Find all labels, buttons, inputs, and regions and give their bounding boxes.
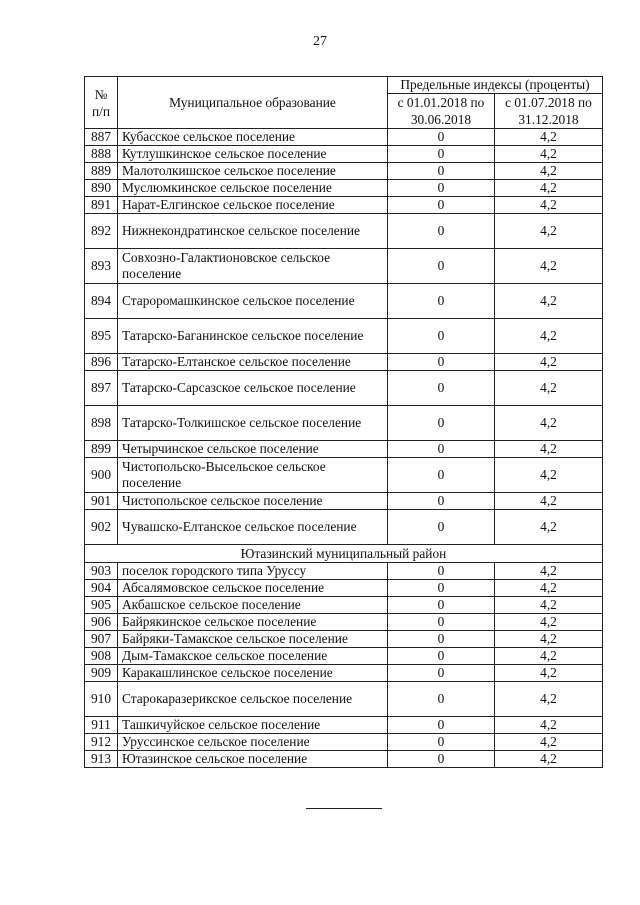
row-municipality: Нижнекондратинское сельское поселение	[118, 214, 388, 249]
row-municipality: поселок городского типа Уруссу	[118, 563, 388, 580]
row-municipality: Старокаразерикское сельское поселение	[118, 682, 388, 717]
row-number: 888	[85, 146, 118, 163]
table-row	[85, 648, 603, 665]
row-index-period-2: 4,2	[495, 648, 603, 665]
row-index-period-2: 4,2	[495, 214, 603, 249]
page-number: 27	[313, 34, 327, 49]
row-index-period-2: 4,2	[495, 354, 603, 371]
header-number: № п/п	[85, 77, 118, 129]
row-municipality: Чистопольское сельское поселение	[118, 493, 388, 510]
row-index-period-1: 0	[388, 493, 495, 510]
table-row	[85, 631, 603, 648]
row-municipality: Каракашлинское сельское поселение	[118, 665, 388, 682]
section-title: Ютазинский муниципальный район	[85, 545, 603, 563]
row-index-period-2: 4,2	[495, 197, 603, 214]
row-index-period-1: 0	[388, 510, 495, 545]
row-municipality: Дым-Тамакское сельское поселение	[118, 648, 388, 665]
table-row	[85, 441, 603, 458]
table-row	[85, 197, 603, 214]
row-index-period-1: 0	[388, 631, 495, 648]
table-row	[85, 129, 603, 146]
row-index-period-2: 4,2	[495, 734, 603, 751]
row-municipality: Байряки-Тамакское сельское поселение	[118, 631, 388, 648]
row-index-period-2: 4,2	[495, 371, 603, 406]
row-index-period-1: 0	[388, 354, 495, 371]
table-row	[85, 510, 603, 545]
table-row	[85, 493, 603, 510]
row-index-period-1: 0	[388, 197, 495, 214]
row-municipality: Татарско-Сарсазское сельское поселение	[118, 371, 388, 406]
table-row	[85, 751, 603, 768]
row-index-period-1: 0	[388, 371, 495, 406]
row-number: 907	[85, 631, 118, 648]
table-row	[85, 665, 603, 682]
row-number: 908	[85, 648, 118, 665]
row-index-period-2: 4,2	[495, 441, 603, 458]
row-municipality: Акбашское сельское поселение	[118, 597, 388, 614]
row-index-period-1: 0	[388, 717, 495, 734]
row-index-period-1: 0	[388, 458, 495, 493]
row-index-period-1: 0	[388, 614, 495, 631]
row-index-period-2: 4,2	[495, 180, 603, 197]
row-index-period-2: 4,2	[495, 717, 603, 734]
row-number: 887	[85, 129, 118, 146]
row-index-period-2: 4,2	[495, 146, 603, 163]
row-municipality: Четырчинское сельское поселение	[118, 441, 388, 458]
row-municipality: Староромашкинское сельское поселение	[118, 284, 388, 319]
table-header	[85, 77, 603, 129]
row-municipality: Уруссинское сельское поселение	[118, 734, 388, 751]
row-index-period-1: 0	[388, 597, 495, 614]
row-index-period-2: 4,2	[495, 597, 603, 614]
footer-divider	[306, 808, 382, 809]
table-row	[85, 180, 603, 197]
row-municipality: Татарско-Баганинское сельское поселение	[118, 319, 388, 354]
table-row	[85, 563, 603, 580]
row-index-period-2: 4,2	[495, 631, 603, 648]
row-municipality: Кутлушкинское сельское поселение	[118, 146, 388, 163]
row-index-period-1: 0	[388, 580, 495, 597]
row-index-period-1: 0	[388, 648, 495, 665]
header-period-2: с 01.07.2018 по 31.12.2018	[495, 94, 603, 129]
row-number: 899	[85, 441, 118, 458]
row-number: 896	[85, 354, 118, 371]
table-row	[85, 319, 603, 354]
table-body	[85, 129, 603, 768]
row-index-period-1: 0	[388, 734, 495, 751]
row-index-period-1: 0	[388, 129, 495, 146]
row-index-period-1: 0	[388, 319, 495, 354]
row-municipality: Татарско-Елтанское сельское поселение	[118, 354, 388, 371]
row-number: 892	[85, 214, 118, 249]
row-municipality: Кубасское сельское поселение	[118, 129, 388, 146]
row-index-period-2: 4,2	[495, 580, 603, 597]
table-row	[85, 354, 603, 371]
row-index-period-2: 4,2	[495, 751, 603, 768]
row-municipality: Чистопольско-Высельское сельское поселение	[118, 458, 388, 493]
row-number: 894	[85, 284, 118, 319]
row-municipality: Абсалямовское сельское поселение	[118, 580, 388, 597]
header-municipality: Муниципальное образование	[118, 77, 388, 129]
row-index-period-2: 4,2	[495, 510, 603, 545]
row-municipality: Татарско-Толкишское сельское поселение	[118, 406, 388, 441]
table-row	[85, 163, 603, 180]
table-row	[85, 734, 603, 751]
row-index-period-1: 0	[388, 284, 495, 319]
row-number: 898	[85, 406, 118, 441]
row-index-period-1: 0	[388, 563, 495, 580]
row-number: 904	[85, 580, 118, 597]
table-row	[85, 214, 603, 249]
row-number: 905	[85, 597, 118, 614]
row-number: 890	[85, 180, 118, 197]
row-index-period-1: 0	[388, 249, 495, 284]
row-number: 906	[85, 614, 118, 631]
row-municipality: Ташкичуйское сельское поселение	[118, 717, 388, 734]
table-row	[85, 146, 603, 163]
row-index-period-1: 0	[388, 406, 495, 441]
row-index-period-1: 0	[388, 214, 495, 249]
row-index-period-2: 4,2	[495, 665, 603, 682]
row-index-period-2: 4,2	[495, 458, 603, 493]
row-index-period-1: 0	[388, 180, 495, 197]
row-index-period-1: 0	[388, 441, 495, 458]
row-municipality: Совхозно-Галактионовское сельское поселение	[118, 249, 388, 284]
row-municipality: Муслюмкинское сельское поселение	[118, 180, 388, 197]
row-index-period-2: 4,2	[495, 406, 603, 441]
row-index-period-2: 4,2	[495, 682, 603, 717]
table-row	[85, 249, 603, 284]
row-number: 889	[85, 163, 118, 180]
header-period-1: с 01.01.2018 по 30.06.2018	[388, 94, 495, 129]
row-index-period-2: 4,2	[495, 249, 603, 284]
row-index-period-2: 4,2	[495, 614, 603, 631]
section-row	[85, 545, 603, 563]
row-number: 903	[85, 563, 118, 580]
row-index-period-2: 4,2	[495, 319, 603, 354]
row-number: 900	[85, 458, 118, 493]
row-municipality: Нарат-Елгинское сельское поселение	[118, 197, 388, 214]
row-index-period-2: 4,2	[495, 284, 603, 319]
row-number: 912	[85, 734, 118, 751]
row-index-period-2: 4,2	[495, 563, 603, 580]
table-row	[85, 580, 603, 597]
table-row	[85, 597, 603, 614]
row-number: 913	[85, 751, 118, 768]
header-limit-indices: Предельные индексы (проценты)	[388, 77, 603, 94]
row-index-period-2: 4,2	[495, 163, 603, 180]
row-number: 911	[85, 717, 118, 734]
row-number: 895	[85, 319, 118, 354]
row-municipality: Ютазинское сельское поселение	[118, 751, 388, 768]
limit-indices-table	[84, 76, 603, 768]
table-row	[85, 682, 603, 717]
row-number: 909	[85, 665, 118, 682]
table-row	[85, 717, 603, 734]
row-number: 893	[85, 249, 118, 284]
row-index-period-1: 0	[388, 682, 495, 717]
row-index-period-1: 0	[388, 751, 495, 768]
table-row	[85, 284, 603, 319]
row-number: 897	[85, 371, 118, 406]
table-row	[85, 406, 603, 441]
row-number: 910	[85, 682, 118, 717]
table-row	[85, 458, 603, 493]
row-index-period-1: 0	[388, 163, 495, 180]
table-row	[85, 614, 603, 631]
row-index-period-1: 0	[388, 146, 495, 163]
row-number: 902	[85, 510, 118, 545]
row-number: 891	[85, 197, 118, 214]
row-number: 901	[85, 493, 118, 510]
row-municipality: Чувашско-Елтанское сельское поселение	[118, 510, 388, 545]
row-index-period-2: 4,2	[495, 129, 603, 146]
row-municipality: Байрякинское сельское поселение	[118, 614, 388, 631]
table-row	[85, 371, 603, 406]
row-index-period-1: 0	[388, 665, 495, 682]
row-index-period-2: 4,2	[495, 493, 603, 510]
row-municipality: Малотолкишское сельское поселение	[118, 163, 388, 180]
